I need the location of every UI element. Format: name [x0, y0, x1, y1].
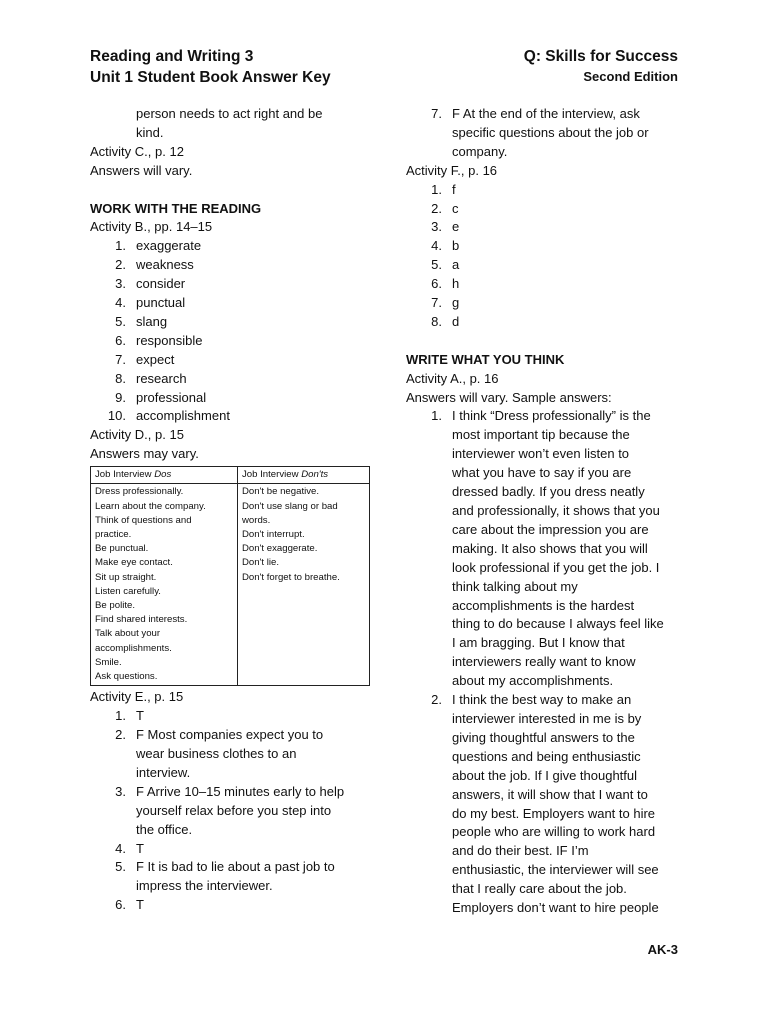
table-cell-line: Ask questions.: [95, 671, 158, 683]
item-number: 3.: [431, 219, 442, 235]
activity-b-list: [90, 237, 380, 426]
list-item: [406, 294, 688, 313]
list-item: [406, 200, 688, 219]
item-number: 5.: [115, 859, 126, 875]
item-number: 2.: [431, 200, 442, 216]
table-cell-line: Don't use slang or bad: [242, 500, 338, 512]
job-interview-table: [90, 466, 370, 686]
item-text: F Arrive 10–15 minutes early to help: [136, 783, 345, 799]
item-number: 6.: [115, 332, 126, 348]
item-number: 2.: [115, 257, 126, 273]
continued-line: person needs to act right and be: [136, 106, 323, 121]
item-text: exaggerate: [136, 238, 202, 254]
item-number: 2.: [115, 727, 126, 743]
item-text: g: [452, 295, 460, 311]
table-cell-line: Sit up straight.: [95, 571, 157, 583]
item-text: weakness: [136, 257, 194, 273]
item-text: giving thoughtful answers to the: [452, 729, 635, 745]
item-text: d: [452, 313, 460, 329]
list-item: [90, 858, 380, 896]
list-item: [406, 256, 688, 275]
header-left: [90, 46, 331, 88]
item-text: thing to do because I always feel like: [452, 616, 664, 632]
item-text: I think the best way to make an: [452, 692, 632, 708]
item-text: do my best. Employers want to hire: [452, 805, 656, 821]
list-item: [406, 237, 688, 256]
item-text: slang: [136, 313, 168, 329]
item-text: b: [452, 238, 460, 254]
list-item: [90, 407, 380, 426]
item-number: 8.: [115, 370, 126, 386]
item-number: 4.: [431, 238, 442, 254]
item-text: responsible: [136, 332, 203, 348]
item-text: impress the interviewer.: [136, 878, 273, 894]
activity-c-title: Activity C., p. 12: [90, 143, 184, 159]
table-cell-line: Talk about your: [95, 628, 161, 640]
activity-e-list-continued: [406, 105, 688, 162]
continued-answer: [90, 105, 380, 143]
item-text: consider: [136, 276, 186, 292]
item-text: T: [136, 708, 144, 724]
activity-a-text: Answers will vary. Sample answers:: [406, 389, 612, 405]
item-text: about the job. If I give thoughtful: [452, 767, 638, 783]
list-item: [90, 370, 380, 389]
item-text: most important tip because the: [452, 427, 630, 443]
table-cell-line: Learn about the company.: [95, 500, 206, 512]
table-cell-line: Don't forget to breathe.: [242, 571, 340, 583]
list-item: [406, 313, 688, 332]
table-cell-line: accomplishments.: [95, 642, 172, 654]
item-text: dressed badly. If you dress neatly: [452, 484, 645, 500]
header-right: [524, 46, 678, 87]
activity-d-text: Answers may vary.: [90, 446, 199, 462]
list-item: [406, 218, 688, 237]
item-number: 6.: [431, 276, 442, 292]
item-text: and professionally, it shows that you: [452, 503, 660, 519]
list-item: [406, 181, 688, 200]
activity-f-title: Activity F., p. 16: [406, 162, 498, 178]
item-text: I am bragging. But I know that: [452, 635, 625, 651]
list-item: [90, 237, 380, 256]
item-number: 1.: [115, 708, 126, 724]
left-column: [90, 105, 380, 915]
item-text: care about the impression you are: [452, 521, 649, 537]
table-cell-line: words.: [242, 514, 271, 526]
donts-header: Job Interview Don'ts: [238, 467, 370, 484]
item-text: interviewer won’t even listen to: [452, 446, 630, 462]
item-number: 5.: [431, 257, 442, 273]
item-text: research: [136, 370, 187, 386]
item-number: 8.: [431, 313, 442, 329]
item-text: questions and being enthusiastic: [452, 748, 641, 764]
list-item: [90, 351, 380, 370]
table-body-row: [91, 484, 370, 686]
book-title: Reading and Writing 3: [90, 48, 254, 65]
activity-c-text: Answers will vary.: [90, 162, 193, 178]
dos-list: [91, 484, 238, 686]
item-number: 7.: [431, 106, 442, 121]
item-text: specific questions about the job or: [452, 124, 649, 140]
series-title: Q: Skills for Success: [523, 48, 678, 65]
item-text: company.: [452, 143, 508, 159]
item-text: T: [136, 840, 144, 856]
item-text: I think “Dress professionally” is the: [452, 408, 651, 424]
table-cell-line: practice.: [95, 529, 132, 541]
item-text: interviewers really want to know: [452, 654, 636, 670]
table-cell-line: Smile.: [95, 656, 122, 668]
item-number: 2.: [431, 692, 442, 708]
list-item: [90, 389, 380, 408]
item-text: punctual: [136, 295, 186, 311]
item-number: 7.: [431, 295, 442, 311]
item-text: F Most companies expect you to: [136, 727, 324, 743]
table-cell-line: Don't lie.: [242, 557, 280, 569]
item-text: and do their best. IF I’m: [452, 843, 589, 859]
item-text: interviewer interested in me is by: [452, 710, 642, 726]
list-item: [90, 256, 380, 275]
activity-d-title: Activity D., p. 15: [90, 427, 184, 443]
item-text: about my accomplishments.: [452, 673, 614, 689]
list-item: [90, 313, 380, 332]
item-text: e: [452, 219, 460, 235]
item-text: interview.: [136, 764, 191, 780]
activity-a-title: Activity A., p. 16: [406, 370, 499, 386]
item-text: look professional if you get the job. I: [452, 559, 660, 575]
table-cell-line: Think of questions and: [95, 514, 192, 526]
list-item: [90, 783, 380, 840]
item-text: h: [452, 276, 460, 292]
table-cell-line: Don't interrupt.: [242, 529, 305, 541]
item-number: 10.: [107, 408, 126, 424]
item-text: accomplishment: [136, 408, 230, 424]
activity-f-list: [406, 181, 688, 332]
list-item: [90, 275, 380, 294]
page-header: [90, 46, 678, 94]
item-number: 1.: [431, 181, 442, 197]
activity-e-list: [90, 707, 380, 915]
continued-line: kind.: [136, 124, 164, 140]
list-item: [406, 407, 688, 691]
table-cell-line: Find shared interests.: [95, 614, 188, 626]
table-cell-line: Be polite.: [95, 600, 136, 612]
item-number: 6.: [115, 897, 126, 913]
edition-label: Second Edition: [583, 69, 678, 84]
table-cell-line: Make eye contact.: [95, 557, 173, 569]
table-cell-line: Be punctual.: [95, 543, 149, 555]
dos-header: Job Interview Dos: [91, 467, 238, 484]
item-text: what you have to say if you are: [452, 465, 632, 481]
item-text: Employers don’t want to hire people: [452, 900, 659, 916]
item-number: 1.: [431, 408, 442, 424]
item-text: accomplishments is the hardest: [452, 597, 635, 613]
activity-e-title: Activity E., p. 15: [90, 689, 184, 705]
table-cell-line: Listen carefully.: [95, 585, 161, 597]
page-number: AK-3: [647, 942, 678, 957]
item-number: 4.: [115, 295, 126, 311]
list-item: [90, 707, 380, 726]
item-text: enthusiastic, the interviewer will see: [452, 862, 659, 878]
list-item: [406, 105, 688, 162]
table-cell-line: Dress professionally.: [95, 486, 184, 498]
item-number: 9.: [115, 389, 126, 405]
item-text: people who are willing to work hard: [452, 824, 656, 840]
item-number: 3.: [115, 276, 126, 292]
item-text: T: [136, 897, 144, 913]
activity-a-list: [406, 407, 688, 917]
item-text: expect: [136, 351, 175, 367]
item-text: f: [452, 181, 456, 197]
section-heading-reading: WORK WITH THE READING: [90, 200, 262, 216]
donts-list: [238, 484, 370, 686]
item-text: professional: [136, 389, 207, 405]
item-number: 4.: [115, 840, 126, 856]
item-number: 5.: [115, 313, 126, 329]
section-heading-write: WRITE WHAT YOU THINK: [406, 351, 565, 367]
item-text: that I really care about the job.: [452, 881, 627, 897]
unit-title: Unit 1 Student Book Answer Key: [90, 69, 331, 86]
item-text: c: [452, 200, 459, 216]
list-item: [90, 840, 380, 859]
table-cell-line: Don't be negative.: [242, 486, 320, 498]
list-item: [406, 275, 688, 294]
list-item: [90, 726, 380, 783]
table-header-row: [91, 467, 370, 484]
item-text: the office.: [136, 821, 193, 837]
item-text: F At the end of the interview, ask: [452, 106, 640, 121]
item-text: answers, it will show that I want to: [452, 786, 648, 802]
item-number: 1.: [115, 238, 126, 254]
activity-b-title: Activity B., pp. 14–15: [90, 219, 213, 235]
item-text: yourself relax before you step into: [136, 802, 332, 818]
item-number: 3.: [115, 783, 126, 799]
item-text: a: [452, 257, 460, 273]
table-cell-line: Don't exaggerate.: [242, 543, 318, 555]
list-item: [90, 332, 380, 351]
item-number: 7.: [115, 351, 126, 367]
item-text: think talking about my: [452, 578, 578, 594]
list-item: [406, 691, 688, 918]
item-text: F It is bad to lie about a past job to: [136, 859, 335, 875]
list-item: [90, 294, 380, 313]
right-column: [406, 105, 688, 918]
list-item: [90, 896, 380, 915]
item-text: wear business clothes to an: [136, 745, 297, 761]
item-text: making. It also shows that you will: [452, 540, 648, 556]
